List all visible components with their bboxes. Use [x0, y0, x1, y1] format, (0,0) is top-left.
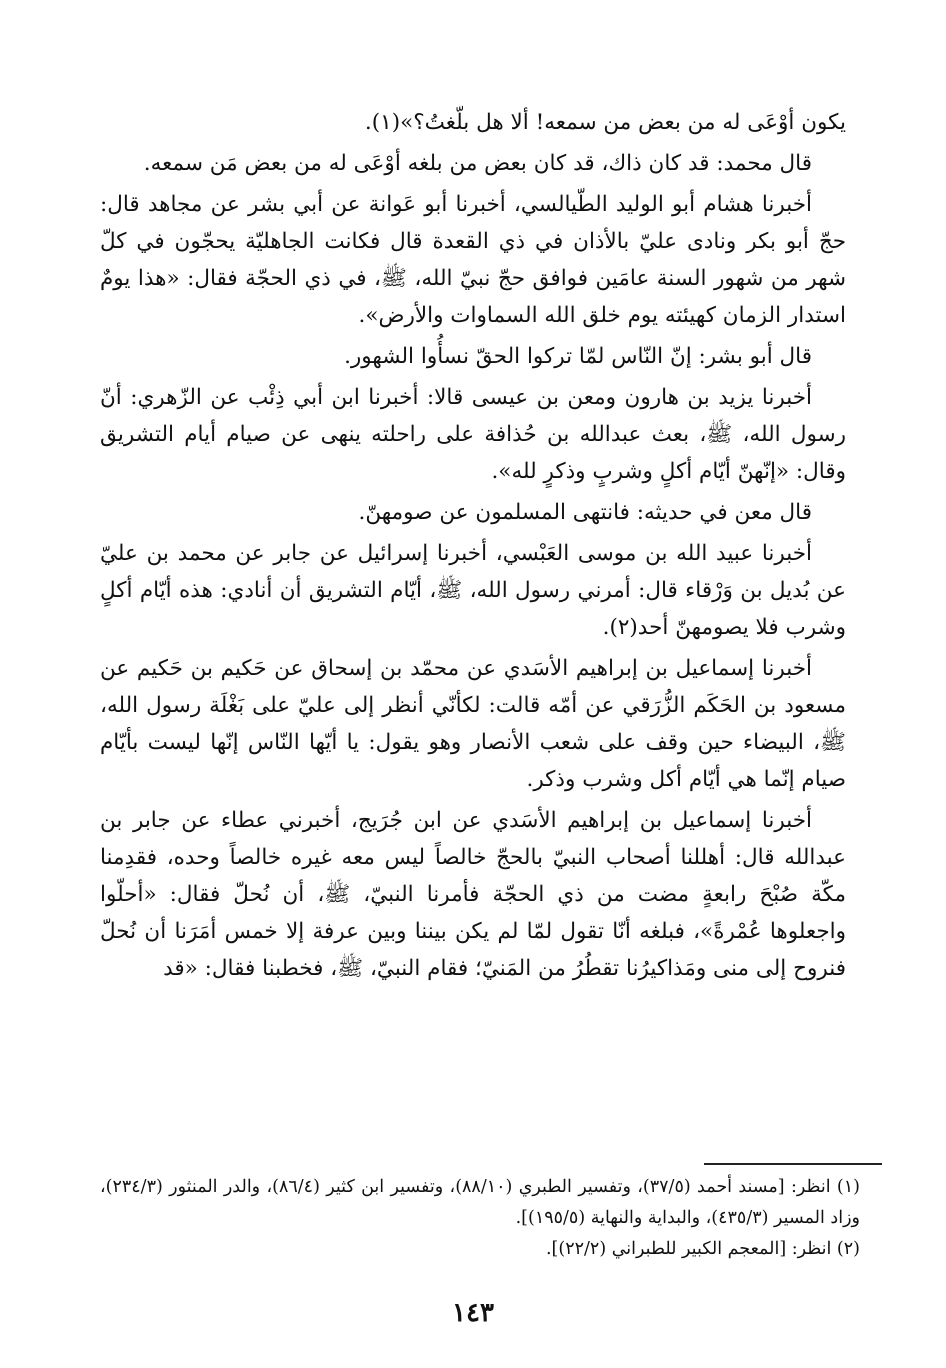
paragraph-text: أخبرنا عبيد الله بن موسى العَبْسي، أخبرنا إسرائيل عن جابر عن محمد بن عليّ عن بُديل بن وَرْقاء قال: أمرني رسول الله، ﷺ، أيّام التشريق أن أنادي: هذه أيّام أكلٍ وشرب فلا يصومهنّ أحد(٢).	[100, 541, 846, 640]
paragraph-text: أخبرنا إسماعيل بن إبراهيم الأسَدي عن محمّد بن إسحاق عن حَكيم بن حَكيم عن مسعود بن الحَكَم الزُّرَقي عن أمّه قالت: لكأنّي أنظر إلى عليّ على بَغْلَة رسول الله، ﷺ، البيضاء حين وقف على شعب الأنصار وهو يقول: يا أيّها النّاس إنّها ليست بأيّام صيام إنّما هي أيّام أكل وشرب وذكر.	[100, 656, 846, 792]
paragraph-7	[100, 535, 846, 646]
footnote-separator	[704, 1163, 882, 1165]
paragraph-text: أخبرنا يزيد بن هارون ومعن بن عيسى قالا: أخبرنا ابن أبي ذِئْب عن الزّهري: أنّ رسول الله، ﷺ، بعث عبدالله بن حُذافة على راحلته ينهى عن صيام أيام التشريق وقال: «إنّهنّ أيّام أكلٍ وشربٍ وذكرٍ لله».	[100, 385, 846, 484]
paragraph-4	[100, 338, 846, 375]
paragraph-text: أخبرنا هشام أبو الوليد الطّيالسي، أخبرنا أبو عَوانة عن أبي بشر عن مجاهد قال: حجّ أبو بكر ونادى عليّ بالأذان في ذي القعدة قال فكانت الجاهليّة يحجّون في كلّ شهر من شهور السنة عامَين فوافق حجّ نبيّ الله، ﷺ، في ذي الحجّة فقال: «هذا يومٌ استدار الزمان كهيئته يوم خلق الله السماوات والأرض».	[100, 192, 846, 328]
footnotes	[100, 1172, 860, 1265]
paragraph-3	[100, 186, 846, 334]
paragraph-8	[100, 650, 846, 798]
paragraph-2	[100, 145, 846, 182]
paragraph-text: أخبرنا إسماعيل بن إبراهيم الأسَدي عن ابن جُرَيج، أخبرني عطاء عن جابر بن عبدالله قال: أهللنا أصحاب النبيّ بالحجّ خالصاً ليس معه غيره خالصاً وحده، فقدِمنا مكّة صُبْحَ رابعةٍ مضت من ذي الحجّة فأمرنا النبيّ، ﷺ، أن نُحلّ فقال: «أحلّوا واجعلوها عُمْرةً»، فبلغه أنّا تقول لمّا لم يكن بيننا وبين عرفة إلا خمس أمَرَنا أن نُحلّ فنروح إلى منى ومَذاكيرُنا تقطُرُ من المَنيّ؛ فقام النبيّ، ﷺ، فخطبنا فقال: «قد	[100, 808, 846, 981]
paragraph-1	[100, 104, 846, 141]
paragraph-text: قال أبو بشر: إنّ النّاس لمّا تركوا الحقّ نسأُوا الشهور.	[344, 344, 812, 369]
paragraph-6	[100, 494, 846, 531]
paragraph-text: قال محمد: قد كان ذاك، قد كان بعض من بلغه أوْعَى له من بعض مَن سمعه.	[143, 151, 812, 176]
main-text	[100, 104, 846, 991]
page-number: ١٤٣	[452, 1298, 494, 1328]
paragraph-text: قال معن في حديثه: فانتهى المسلمون عن صومهنّ.	[358, 500, 812, 525]
footnote-1: (١) انظر: [مسند أحمد (٣٧/٥)، وتفسير الطبري (٨٨/١٠)، وتفسير ابن كثير (٨٦/٤)، والدر المنثور (٢٣٤/٣)، وزاد المسير (٤٣٥/٣)، والبداية والنهاية (١٩٥/٥)].	[100, 1177, 860, 1228]
paragraph-5	[100, 379, 846, 490]
paragraph-text: يكون أوْعَى له من بعض من سمعه! ألا هل بلّغتُ؟»(١).	[364, 110, 846, 135]
paragraph-9	[100, 802, 846, 987]
footnote-2: (٢) انظر: [المعجم الكبير للطبراني (٢٢/٢)].	[545, 1239, 860, 1259]
